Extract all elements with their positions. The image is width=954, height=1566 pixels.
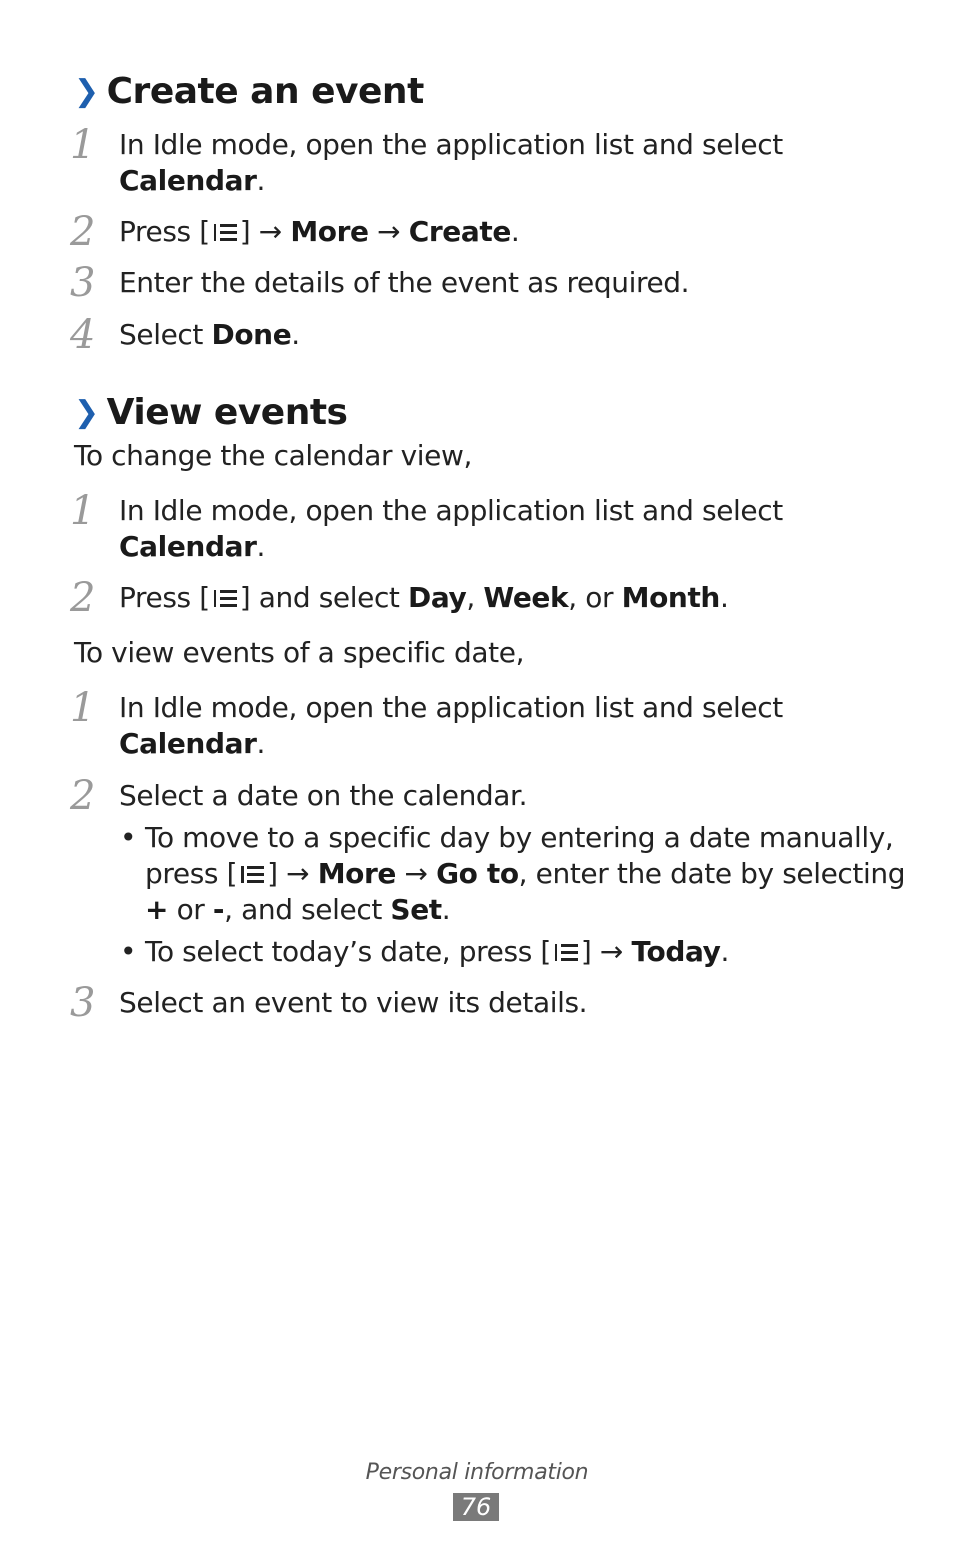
- view-step-2: [70, 575, 890, 621]
- section-title: View events: [106, 392, 348, 433]
- date-step-2: [70, 773, 890, 819]
- date-step-1: [70, 685, 890, 762]
- step-number: 1: [70, 488, 96, 534]
- step-text: Select an event to view its details.: [119, 986, 588, 1019]
- step-number: 1: [70, 122, 96, 168]
- bullet-dot: •: [120, 821, 137, 854]
- step-number: 2: [70, 209, 96, 255]
- step-number: 2: [70, 575, 96, 621]
- step-text: Press [ ] and select Day, Week, or Month.: [119, 581, 729, 614]
- bullet-text: To select today’s date, press [ ] → Today.: [145, 935, 729, 968]
- menu-key-icon: [210, 587, 240, 609]
- intro-change-view: To change the calendar view,: [74, 439, 472, 472]
- step-4: [70, 312, 890, 358]
- menu-key-icon: [210, 221, 240, 243]
- menu-key-icon: [551, 941, 581, 963]
- section-title: Create an event: [106, 71, 424, 112]
- step-number: 3: [70, 260, 96, 306]
- section-heading-create-event: [74, 70, 424, 116]
- step-3: [70, 260, 890, 306]
- bullet-go-to-date: [120, 820, 906, 928]
- chevron-right-icon: ❯: [74, 74, 99, 109]
- footer-section-name: Personal information: [365, 1460, 589, 1485]
- view-step-1: [70, 488, 890, 565]
- step-2: [70, 209, 890, 255]
- step-1: [70, 122, 890, 199]
- step-text: Press [ ] → More → Create.: [119, 215, 520, 248]
- step-number: 2: [70, 773, 96, 819]
- step-text: In Idle mode, open the application list and select Calendar.: [119, 691, 783, 760]
- section-heading-view-events: [74, 391, 347, 437]
- intro-specific-date: To view events of a specific date,: [74, 636, 525, 669]
- step-number: 4: [70, 312, 96, 358]
- step-text: In Idle mode, open the application list and select Calendar.: [119, 494, 783, 563]
- step-number: 1: [70, 685, 96, 731]
- step-text: Enter the details of the event as required.: [119, 266, 690, 299]
- step-text: Select Done.: [119, 318, 300, 351]
- bullet-text: To move to a specific day by entering a date manually, press [ ] → More → Go to, enter the date by selecting + or -, and select Set.: [145, 821, 906, 926]
- bullet-dot: •: [120, 935, 137, 968]
- chevron-right-icon: ❯: [74, 395, 99, 430]
- date-step-3: [70, 980, 890, 1026]
- step-text: In Idle mode, open the application list and select Calendar.: [119, 128, 783, 197]
- menu-key-icon: [237, 863, 267, 885]
- page-number: 76: [453, 1493, 499, 1521]
- bullet-today: [120, 934, 900, 970]
- step-text: Select a date on the calendar.: [119, 779, 528, 812]
- step-number: 3: [70, 980, 96, 1026]
